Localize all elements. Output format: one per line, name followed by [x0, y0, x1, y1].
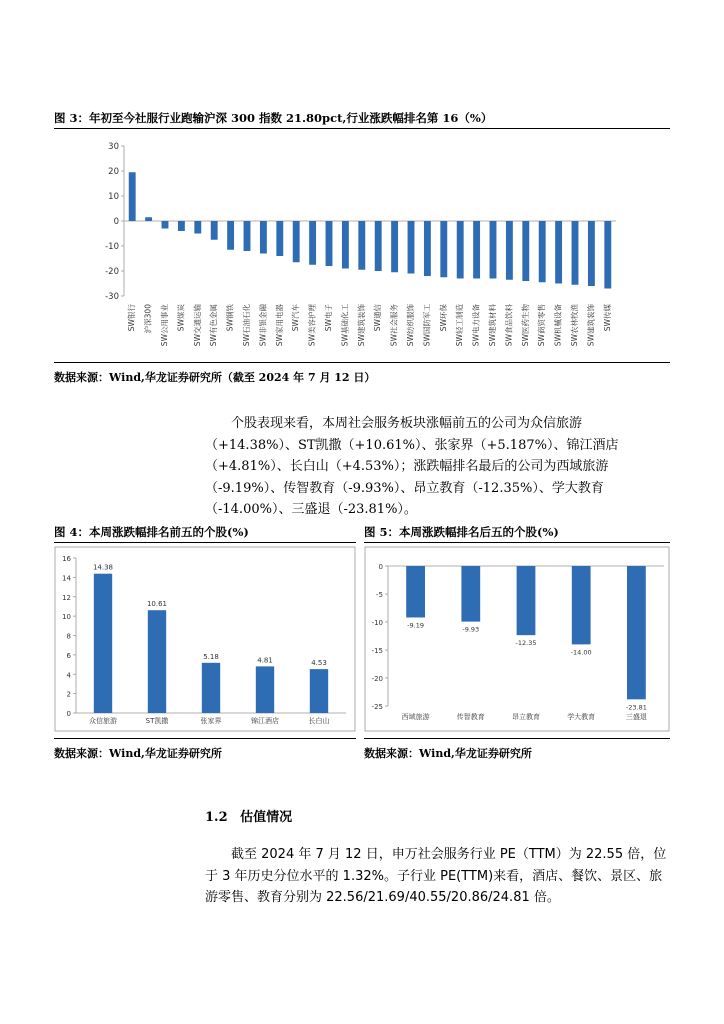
data-label: -23.81 [625, 703, 647, 712]
fig3-caption: 图 3：年初至今社服行业跑输沪深 300 指数 21.80pct,行业涨跌幅排名第 16（%） [54, 111, 493, 125]
data-label: 14.38 [92, 563, 114, 572]
category-label: 昂立教育 [512, 713, 540, 721]
y-tick-label: 12 [62, 593, 71, 602]
bar [572, 566, 591, 644]
data-label: 4.81 [257, 656, 273, 665]
category-label: 锦江酒店 [251, 717, 279, 725]
section-number: 1.2 [205, 810, 228, 825]
bar [375, 221, 382, 271]
category-label: 学大教育 [567, 713, 596, 721]
bar [293, 221, 300, 262]
category-label: SW环保 [438, 304, 448, 332]
y-tick-label: 0 [378, 563, 383, 571]
bar [256, 666, 274, 713]
bar [461, 566, 480, 622]
fig5-bottom-rule [364, 738, 670, 739]
category-label: SW煤炭 [176, 304, 186, 332]
category-label: SW国防军工 [422, 304, 432, 347]
y-tick-label: -30 [105, 292, 119, 302]
category-label: 沪深300 [143, 304, 153, 334]
fig5-top-rule [364, 542, 670, 543]
y-tick-label: 10 [108, 192, 119, 202]
category-label: SW电子 [324, 304, 333, 332]
category-label: SW石油石化 [242, 304, 251, 347]
category-label: SW有色金属 [209, 304, 219, 347]
category-label: SW社会服务 [389, 304, 399, 347]
y-tick-label: -15 [371, 647, 383, 655]
bar [506, 221, 513, 280]
bar [276, 221, 283, 256]
bar [522, 221, 529, 281]
y-tick-label: -20 [371, 675, 383, 683]
bar [473, 221, 480, 279]
data-label: 10.61 [146, 600, 168, 609]
y-tick-label: -10 [371, 619, 383, 627]
category-label: SW建筑装饰 [356, 304, 366, 347]
category-label: SW钢铁 [225, 304, 235, 332]
category-label: SW通信 [373, 304, 383, 332]
fig5-source: 数据来源：Wind,华龙证券研究所 [364, 747, 532, 760]
category-label: SW非银金融 [258, 304, 268, 347]
bar [260, 221, 267, 254]
bar [539, 221, 546, 282]
bar [148, 610, 166, 713]
bar [94, 574, 112, 713]
category-label: SW纺织服饰 [406, 304, 415, 347]
category-label: SW机械设备 [553, 303, 563, 347]
category-label: SW公用事业 [160, 304, 169, 347]
bar [178, 221, 185, 231]
bar [202, 663, 220, 713]
bar [555, 221, 562, 284]
category-label: 张家界 [200, 717, 222, 725]
category-label: SW电力设备 [471, 304, 481, 347]
category-label: SW商贸零售 [537, 304, 547, 347]
bar [408, 221, 415, 274]
data-label: -9.19 [407, 621, 425, 630]
bar [244, 221, 251, 251]
category-label: 传智教育 [456, 713, 485, 721]
fig4-bottom-rule [54, 738, 356, 739]
bar [457, 221, 464, 279]
y-tick-label: 6 [66, 651, 71, 660]
paragraph-valuation: 截至 2024 年 7 月 12 日，申万社会服务行业 PE（TTM）为 22.55 倍，位于 3 年历史分位水平的 1.32%。子行业 PE(TTM)来看，酒店、餐饮、景区、旅游零售、教育分别为 22.56/21.69/40.55/20.86/24.81 倍。 [205, 847, 667, 905]
y-tick-label: 8 [66, 632, 71, 641]
bar [406, 566, 425, 617]
bar [194, 221, 201, 234]
fig4-caption: 图 4：本周涨跌幅排名前五的个股(%) [54, 525, 249, 539]
fig3-bottom-rule [54, 362, 670, 363]
category-label: SW基础化工 [340, 304, 350, 347]
bar [517, 566, 536, 635]
category-label: 三盛退 [625, 713, 647, 721]
y-tick-label: -5 [376, 591, 383, 599]
bar [424, 221, 431, 276]
data-label: -14.00 [570, 648, 592, 657]
category-label: 西域旅游 [401, 713, 430, 721]
bar [391, 221, 398, 272]
fig5-chart [364, 546, 670, 732]
fig3-top-rule [54, 128, 670, 129]
category-label: SW轻工制造 [455, 304, 465, 347]
bar [588, 221, 595, 286]
bar [310, 669, 328, 713]
data-label: -9.93 [462, 625, 480, 634]
bar [227, 221, 234, 250]
category-label: SW医药生物 [520, 304, 530, 347]
y-tick-label: 0 [113, 217, 119, 227]
y-tick-label: -25 [371, 703, 383, 711]
category-label: SW农林牧渔 [570, 304, 579, 347]
bar [358, 221, 365, 270]
bar [309, 221, 316, 265]
category-label: SW银行 [127, 304, 137, 332]
bar [604, 221, 611, 289]
category-label: 众信旅游 [89, 717, 117, 725]
fig4-source: 数据来源：Wind,华龙证券研究所 [54, 747, 222, 760]
y-tick-label: 14 [62, 574, 71, 583]
bar [627, 566, 646, 699]
y-tick-label: -20 [105, 267, 119, 277]
fig4-top-rule [54, 542, 356, 543]
bar [162, 221, 169, 229]
bar [440, 221, 447, 277]
fig4-chart [54, 546, 356, 732]
category-label: SW家用电器 [274, 304, 284, 347]
category-label: ST凯撒 [145, 717, 169, 725]
category-label: SW美容护理 [307, 304, 317, 347]
category-label: SW交通运输 [192, 304, 202, 347]
y-tick-label: 16 [62, 555, 71, 563]
bar [342, 221, 349, 269]
y-tick-label: -10 [105, 242, 119, 252]
paragraph-stock-performance: 个股表现来看，本周社会服务板块涨幅前五的公司为众信旅游（+14.38%）、ST凯撒（+10.61%）、张家界（+5.187%）、锦江酒店（+4.81%）、长白山（+4.53%）；涨跌幅排名最后的公司为西域旅游（-9.19%）、传智教育（-9.93%）、昂立教育（-12.35%）、学大教育（-14.00%）、三盛退（-23.81%）。 [205, 416, 619, 517]
category-label: SW汽车 [291, 304, 301, 332]
bar [211, 221, 218, 240]
fig5-caption: 图 5：本周涨跌幅排名后五的个股(%) [364, 525, 559, 539]
bar [572, 221, 579, 285]
data-label: 4.53 [311, 659, 327, 668]
y-tick-label: 4 [66, 671, 71, 680]
category-label: SW建筑材料 [488, 304, 497, 347]
bar [145, 217, 152, 221]
category-label: SW传媒 [602, 304, 612, 332]
y-tick-label: 0 [66, 710, 71, 718]
category-label: SW食品饮料 [504, 304, 514, 347]
y-tick-label: 20 [108, 167, 119, 177]
y-tick-label: 2 [66, 690, 71, 699]
section-title: 估值情况 [240, 810, 293, 825]
fig3-source: 数据来源：Wind,华龙证券研究所（截至 2024 年 7 月 12 日） [54, 371, 376, 384]
data-label: 5.18 [203, 652, 219, 661]
y-tick-label: 30 [108, 142, 119, 152]
section-heading [205, 806, 292, 825]
y-tick-label: 10 [62, 613, 71, 622]
bar [129, 172, 136, 221]
data-label: -12.35 [515, 639, 537, 648]
bar [490, 221, 497, 279]
category-label: SW建筑装饰 [586, 304, 596, 347]
bar [326, 221, 333, 266]
fig3-chart [54, 130, 670, 360]
category-label: 长白山 [308, 717, 330, 725]
